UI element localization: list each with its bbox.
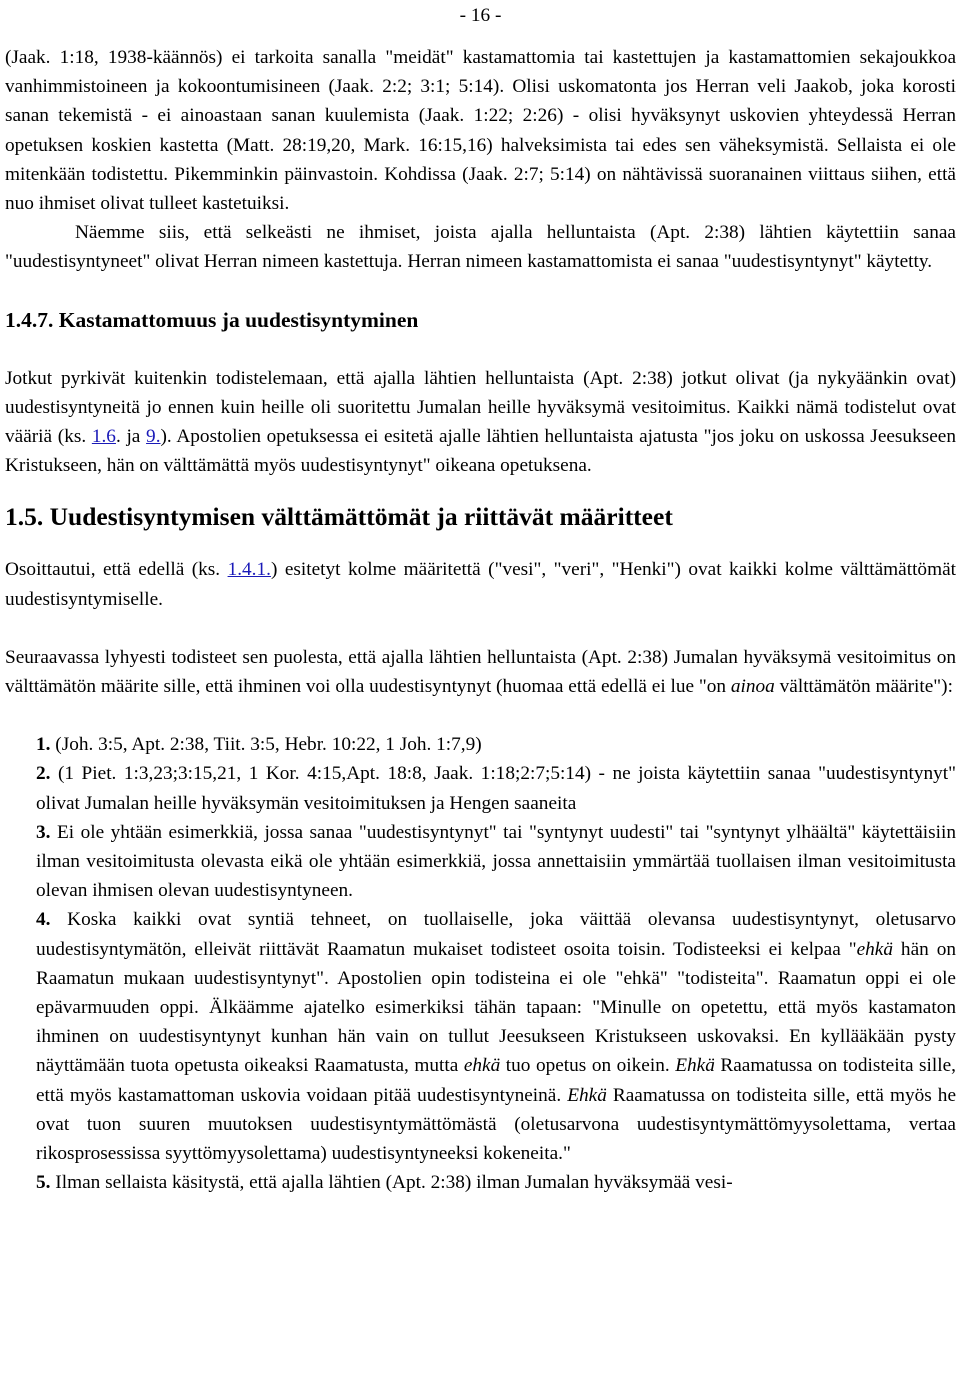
paragraph-todisteet-lead: Seuraavassa lyhyesti todisteet sen puolesta, että ajalla lähtien helluntaista (Apt. 2:38) Jumalan hyväksymä vesitoimitus on välttämätön määrite sille, että ihminen voi olla uudestisyntynyt (huomaa että edellä ei lue "on ainoa välttämätön määrite"): [5, 646, 956, 698]
list-item: 5. Ilman sellaista käsitystä, että ajalla lähtien (Apt. 2:38) ilman Jumalan hyväksymää vesi- [36, 1172, 733, 1194]
evidence-list [5, 730, 956, 1197]
list-item: 2. (1 Piet. 1:3,23;3:15,21, 1 Kor. 4:15,Apt. 18:8, Jaak. 1:18;2:7;5:14) - ne joista käytettiin sanaa "uudestisyntynyt" olivat Jumalan heille hyväksymän vesitoimituksen ja Hengen saaneita [36, 763, 956, 814]
link-section-9[interactable]: 9. [146, 426, 161, 448]
link-section-1-4-1[interactable]: 1.4.1. [227, 559, 271, 581]
list-item: 1. (Joh. 3:5, Apt. 2:38, Tiit. 3:5, Hebr. 10:22, 1 Joh. 1:7,9) [36, 734, 482, 756]
page-number: - 16 - [459, 5, 502, 26]
list-item: 4. Koska kaikki ovat syntiä tehneet, on tuollaiselle, joka väittää olevansa uudestisyntynyt, oletusarvo uudestisyntymätön, elleivät riittävät Raamatun mukaiset todisteet osoita toisin. Todisteeksi ei kelpaa "ehkä hän on Raamatun mukaan uudestisyntynyt". Apostolien opin todisteina ei ole "ehkä" "todisteita". Raamatun oppi ei ole epävarmuuden oppi. Älkäämme ajatelko esimerkiksi tähän tapaan: "Minulle on opetettu, että myös kastamaton ihminen on uudestisyntynyt kunhan hän vain on tullut Jeesukseen Kristukseen uskovaksi. En kyllääkään pysty näyttämään tuota opetusta oikeaksi Raamatusta, mutta ehkä tuo opetus on oikein. Ehkä Raamatussa on todisteita sille, että myös kastamattoman uskovia voidaan pitää uudestisyntyneinä. Ehkä Raamatussa on todisteita sille, että myös he ovat tuon suuren muutoksen uudestisyntymättömästä (oletusarvona uudestisyntymättömyysolettama, vertaa rikosprosessissa syyttömyysolettama) uudestisyntyneeksi kokeneita." [36, 909, 957, 1165]
link-section-1-6[interactable]: 1.6 [91, 426, 116, 448]
paragraph-kastamattomuus: Jotkut pyrkivät kuitenkin todistelemaan, että ajalla lähtien helluntaista (Apt. 2:38) jotkut olivat (ja nykyäänkin ovat) uudestisyntyneitä jo ennen kuin heille oli suoritettu Jumalan heille hyväksymä vesitoimitus. Kaikki nämä todistelut ovat vääriä (ks. 1.6. ja 9.). Apostolien opetuksessa ei esitetä ajalle lähtien helluntaista ajatusta "jos joku on uskossa Jeesukseen Kristukseen, hän on välttämättä myös uudestisyntynyt" oikeana opetuksena. [5, 367, 956, 477]
paragraph-jaak-context: (Jaak. 1:18, 1938-käännös) ei tarkoita sanalla "meidät" kastamattomia tai kastettujen ja kastamattomien sekajoukkoa vanhimmistoineen ja kokoontumisineen (Jaak. 2:2; 3:1; 5:14). Olisi uskomatonta jos Herran veli Jaakob, joka korosti sanan tekemistä - ei ainoastaan sanan kuulemista (Jaak. 1:22; 2:26) - olisi hyväksynyt uskovien yhteydessä Herran opetuksen koskien kastetta (Matt. 28:19,20, Mark. 16:15,16) halveksimista tai edes sen väheksymistä. Sellaista ei ole mitenkään todistettu. Pikemminkin päinvastoin. Kohdissa (Jaak. 2:7; 5:14) on nähtävissä suoranainen viittaus siihen, että nuo ihmiset olivat tulleet kastetuiksi. [5, 47, 956, 215]
section-heading-1-5: 1.5. Uudestisyntymisen välttämättömät ja riittävät määritteet [5, 502, 673, 532]
section-heading-1-4-7: 1.4.7. Kastamattomuus ja uudestisyntyminen [5, 307, 419, 332]
list-item: 3. Ei ole yhtään esimerkkiä, jossa sanaa "uudestisyntynyt" tai "syntynyt uudesti" tai "syntynyt ylhäältä" käytettäisiin ilman vesitoimitusta olevasta eikä ole yhtään esimerkkiä, jossa annettaisiin ymmärtää tuollaisen ilman vesitoimitusta olevan ihmisen olevan uudestisyntyneen. [36, 821, 956, 902]
paragraph-conclusion: Näemme siis, että selkeästi ne ihmiset, joista ajalla helluntaista (Apt. 2:38) lähtien käytettiin sanaa "uudestisyntyneet" olivat Herran nimeen kastettuja. Herran nimeen kastamattomista ei sanaa "uudestisyntynyt" käytetty. [5, 222, 956, 273]
paragraph-maaritteet: Osoittautui, että edellä (ks. 1.4.1.) esitetyt kolme määritettä ("vesi", "veri", "Henki") ovat kaikki kolme välttämättömät uudestisyntymiselle. [5, 559, 956, 610]
